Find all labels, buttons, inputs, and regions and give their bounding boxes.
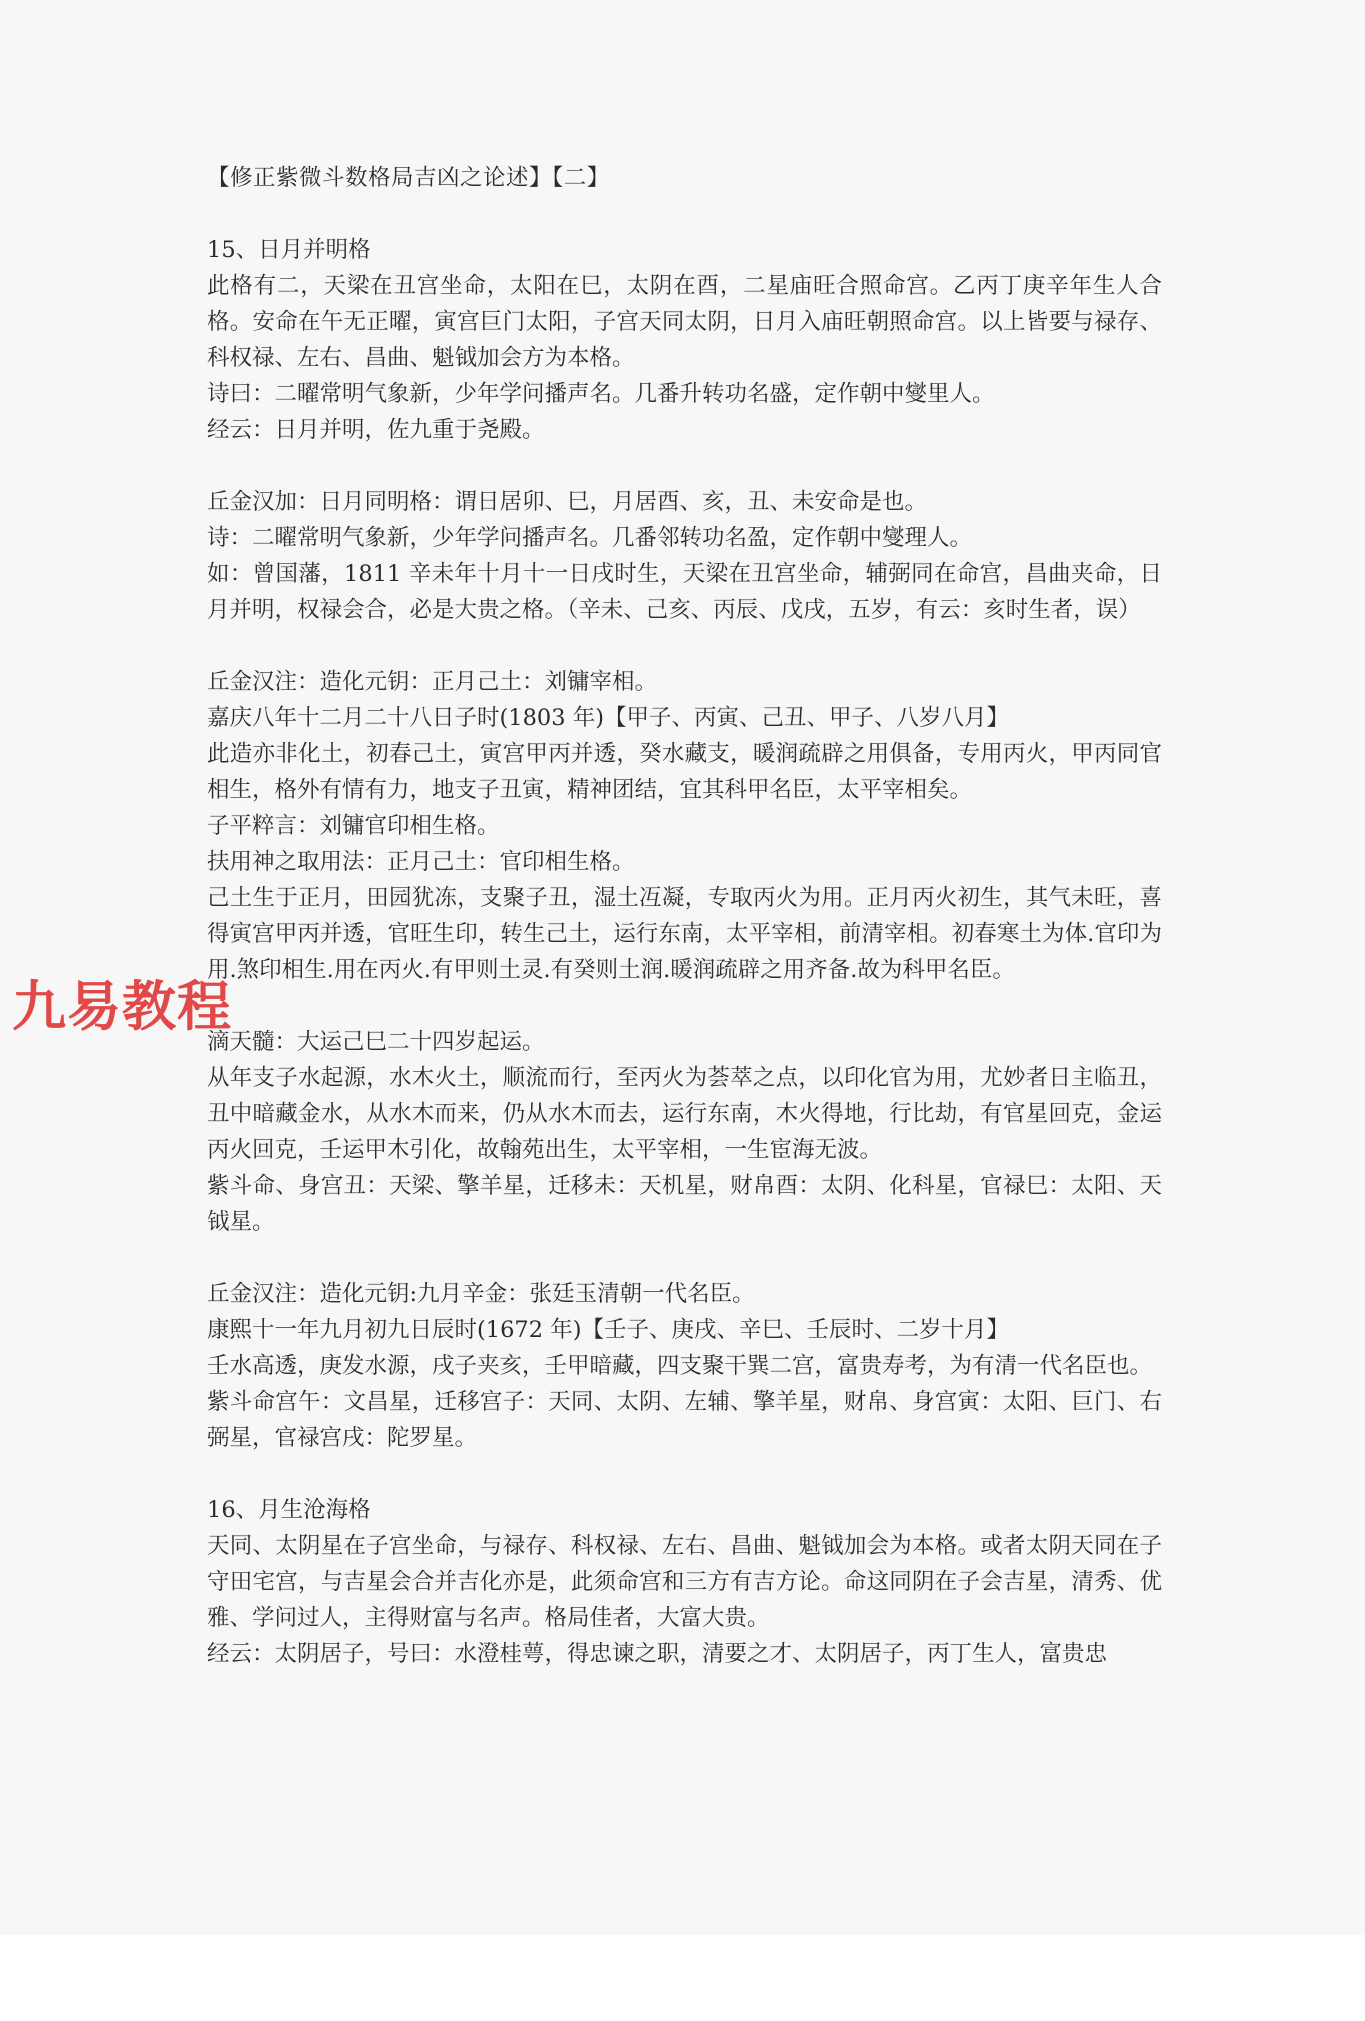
spacer: [207, 196, 1162, 232]
paragraph: 此造亦非化土，初春己土，寅宫甲丙并透，癸水藏支，暖润疏辟之用俱备，专用丙火，甲丙同官相生，格外有情有力，地支子丑寅，精神团结，宜其科甲名臣，太平宰相矣。: [207, 741, 1162, 803]
paragraph: 诗曰：二曜常明气象新，少年学问播声名。几番升转功名盛，定作朝中燮里人。: [207, 381, 995, 407]
paragraph: 如：曾国藩，1811 辛未年十月十一日戌时生，天梁在丑宫坐命，辅弼同在命宫，昌曲夹命，日月并明，权禄会合，必是大贵之格。（辛未、己亥、丙辰、戊戌，五岁，有云：亥时生者，误）: [207, 561, 1162, 623]
document-body: [207, 160, 1162, 1672]
paragraph: 子平粹言：刘镛官印相生格。: [207, 813, 500, 839]
paragraph: 紫斗命、身宫丑：天梁、擎羊星，迁移未：天机星，财帛酉：太阴、化科星，官禄巳：太阳、天钺星。: [207, 1173, 1162, 1235]
section-heading: 15、日月并明格: [207, 237, 371, 263]
paragraph: 壬水高透，庚发水源，戌子夹亥，壬甲暗藏，四支聚干巽二宫，富贵寿考，为有清一代名臣也。: [207, 1353, 1153, 1379]
section-heading: 16、月生沧海格: [207, 1497, 371, 1523]
spacer: [207, 1456, 1162, 1492]
spacer: [207, 988, 1162, 1024]
paragraph: 经云：太阴居子，号曰：水澄桂萼，得忠谏之职，清要之才、太阴居子，丙丁生人，富贵忠: [207, 1641, 1108, 1667]
paragraph: 丘金汉注：造化元钥：正月己土：刘镛宰相。: [207, 669, 658, 695]
paragraph: 滴天髓：大运己巳二十四岁起运。: [207, 1029, 545, 1055]
paragraph: 从年支子水起源，水木火土，顺流而行，至丙火为荟萃之点，以印化官为用，尤妙者日主临丑，丑中暗藏金水，从水木而来，仍从水木而去，运行东南，木火得地，行比劫，有官星回克，金运丙火回克，壬运甲木引化，故翰苑出生，太平宰相，一生宦海无波。: [207, 1065, 1162, 1163]
paragraph: 嘉庆八年十二月二十八日子时(1803 年)【甲子、丙寅、己丑、甲子、八岁八月】: [207, 705, 1009, 731]
paragraph: 紫斗命宫午：文昌星，迁移宫子：天同、太阴、左辅、擎羊星，财帛、身宫寅：太阳、巨门、右弼星，官禄宫戌：陀罗星。: [207, 1389, 1162, 1451]
spacer: [207, 628, 1162, 664]
paragraph: 此格有二，天梁在丑宫坐命，太阳在巳，太阴在酉，二星庙旺合照命宫。乙丙丁庚辛年生人合格。安命在午无正曜，寅宫巨门太阳，子宫天同太阴，日月入庙旺朝照命宫。以上皆要与禄存、科权禄、左右、昌曲、魁钺加会方为本格。: [207, 273, 1162, 371]
paragraph: 丘金汉加：日月同明格：谓日居卯、巳，月居酉、亥，丑、未安命是也。: [207, 489, 928, 515]
watermark-logo: 九易教程: [12, 975, 232, 1038]
paragraph: 诗：二曜常明气象新，少年学问播声名。几番邻转功名盈，定作朝中燮理人。: [207, 525, 973, 551]
paragraph: 康熙十一年九月初九日辰时(1672 年)【壬子、庚戌、辛巳、壬辰时、二岁十月】: [207, 1317, 1009, 1343]
paragraph: 己土生于正月，田园犹冻，支聚子丑，湿土冱凝，专取丙火为用。正月丙火初生，其气未旺，喜得寅宫甲丙并透，官旺生印，转生己土，运行东南，太平宰相，前清宰相。初春寒土为体.官印为用.煞印相生.用在丙火.有甲则土灵.有癸则土润.暖润疏辟之用齐备.故为科甲名臣。: [207, 885, 1162, 983]
spacer: [207, 448, 1162, 484]
paragraph: 天同、太阴星在子宫坐命，与禄存、科权禄、左右、昌曲、魁钺加会为本格。或者太阴天同在子守田宅宫，与吉星会合并吉化亦是，此须命宫和三方有吉方论。命这同阴在子会吉星，清秀、优雅、学问过人，主得财富与名声。格局佳者，大富大贵。: [207, 1533, 1162, 1631]
paragraph: 扶用神之取用法：正月己土：官印相生格。: [207, 849, 635, 875]
paragraph: 经云：日月并明，佐九重于尧殿。: [207, 417, 545, 443]
document-title: 【修正紫微斗数格局吉凶之论述】【二】: [207, 165, 610, 191]
paragraph: 丘金汉注：造化元钥:九月辛金：张廷玉清朝一代名臣。: [207, 1281, 755, 1307]
spacer: [207, 1240, 1162, 1276]
